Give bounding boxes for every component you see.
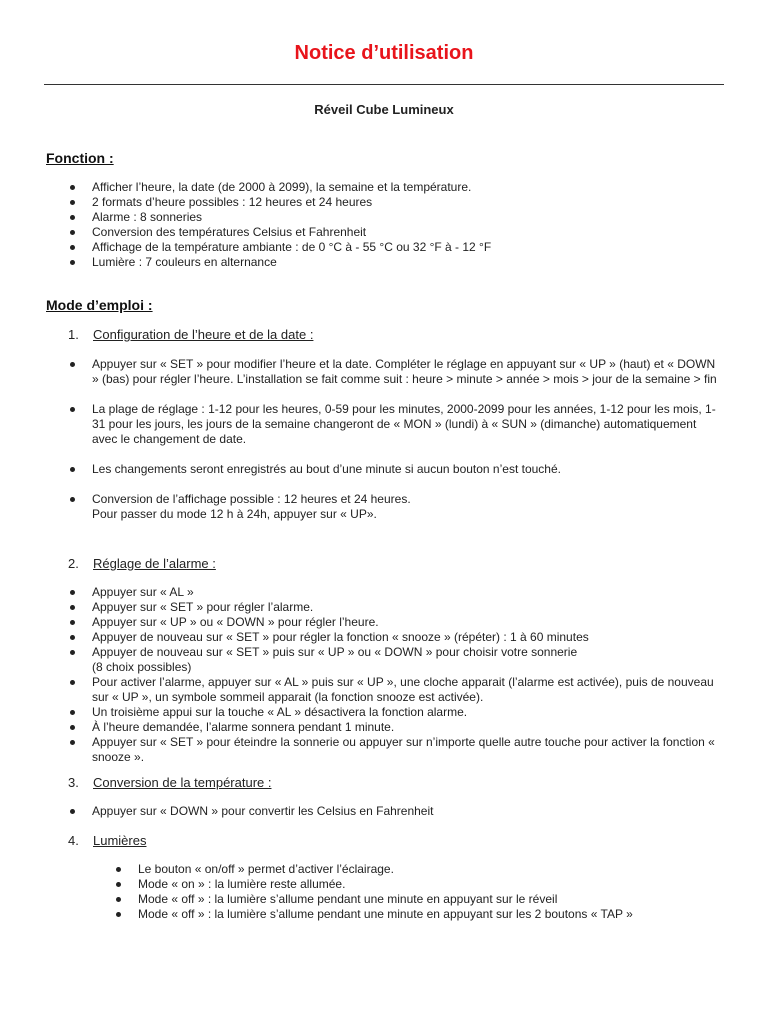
list-item: Appuyer sur « AL » xyxy=(68,585,723,600)
list-item: Lumière : 7 couleurs en alternance xyxy=(68,255,708,270)
list-item: Appuyer sur « DOWN » pour convertir les Celsius en Fahrenheit xyxy=(68,804,723,819)
section-number: 1. xyxy=(68,327,79,342)
list-item: Pour activer l’alarme, appuyer sur « AL » puis sur « UP », une cloche apparait (l’alarme est activée), puis de nouveau sur « UP », un symbole sommeil apparait (la fonction snooze est activée). xyxy=(68,675,723,705)
section-title: Lumières xyxy=(93,833,147,848)
section-heading-alarme xyxy=(68,556,216,571)
temperature-list xyxy=(68,804,723,819)
list-item: Un troisième appui sur la touche « AL » désactivera la fonction alarme. xyxy=(68,705,723,720)
list-item: Appuyer sur « UP » ou « DOWN » pour régler l’heure. xyxy=(68,615,723,630)
list-item: À l’heure demandée, l’alarme sonnera pendant 1 minute. xyxy=(68,720,723,735)
page-title: Notice d’utilisation xyxy=(294,42,474,64)
section-number: 3. xyxy=(68,775,79,790)
fonction-list xyxy=(68,180,708,270)
title-divider xyxy=(44,84,724,85)
section-title: Réglage de l’alarme : xyxy=(93,556,216,571)
list-item: Appuyer de nouveau sur « SET » puis sur « UP » ou « DOWN » pour choisir votre sonnerie (8 choix possibles) xyxy=(68,645,723,675)
section-heading-configuration xyxy=(68,327,313,342)
list-item: Appuyer sur « SET » pour modifier l’heure et la date. Compléter le réglage en appuyant sur « UP » (haut) et « DOWN » (bas) pour régler l’heure. L’installation se fait comme suit : heure > minute > année > mois > jour de la semaine > fin xyxy=(68,357,723,387)
list-item: 2 formats d’heure possibles : 12 heures et 24 heures xyxy=(68,195,708,210)
list-item: Affichage de la température ambiante : de 0 °C à - 55 °C ou 32 °F à - 12 °F xyxy=(68,240,708,255)
product-subtitle: Réveil Cube Lumineux xyxy=(314,102,454,117)
list-item: Appuyer sur « SET » pour éteindre la sonnerie ou appuyer sur n’importe quelle autre touche pour activer la fonction « snooze ». xyxy=(68,735,723,765)
list-item: Alarme : 8 sonneries xyxy=(68,210,708,225)
list-item: Afficher l’heure, la date (de 2000 à 2099), la semaine et la température. xyxy=(68,180,708,195)
list-item: Mode « off » : la lumière s’allume pendant une minute en appuyant sur les 2 boutons « TAP » xyxy=(114,907,714,922)
list-item: La plage de réglage : 1-12 pour les heures, 0-59 pour les minutes, 2000-2099 pour les années, 1-12 pour les mois, 1-31 pour les jours, les jours de la semaine changeront de « MON » (lundi) à « SUN » (dimanche) automatiquement avec le changement de date. xyxy=(68,402,723,447)
list-item: Appuyer de nouveau sur « SET » pour régler la fonction « snooze » (répéter) : 1 à 60 minutes xyxy=(68,630,723,645)
list-item: Conversion des températures Celsius et Fahrenheit xyxy=(68,225,708,240)
mode-emploi-heading: Mode d’emploi : xyxy=(46,297,153,313)
lumieres-list xyxy=(114,862,714,922)
section-heading-temperature xyxy=(68,775,271,790)
section-number: 2. xyxy=(68,556,79,571)
section-heading-lumieres xyxy=(68,833,146,848)
list-item: Les changements seront enregistrés au bout d’une minute si aucun bouton n’est touché. xyxy=(68,462,723,477)
list-item: Le bouton « on/off » permet d’activer l’éclairage. xyxy=(114,862,714,877)
list-item: Mode « off » : la lumière s’allume pendant une minute en appuyant sur le réveil xyxy=(114,892,714,907)
configuration-list xyxy=(68,357,723,522)
section-title: Conversion de la température : xyxy=(93,775,272,790)
list-item: Conversion de l’affichage possible : 12 heures et 24 heures. Pour passer du mode 12 h à 24h, appuyer sur « UP». xyxy=(68,492,723,522)
list-item: Mode « on » : la lumière reste allumée. xyxy=(114,877,714,892)
list-item: Appuyer sur « SET » pour régler l’alarme. xyxy=(68,600,723,615)
section-number: 4. xyxy=(68,833,79,848)
alarme-list xyxy=(68,585,723,765)
section-title: Configuration de l’heure et de la date : xyxy=(93,327,314,342)
fonction-heading: Fonction : xyxy=(46,150,114,166)
